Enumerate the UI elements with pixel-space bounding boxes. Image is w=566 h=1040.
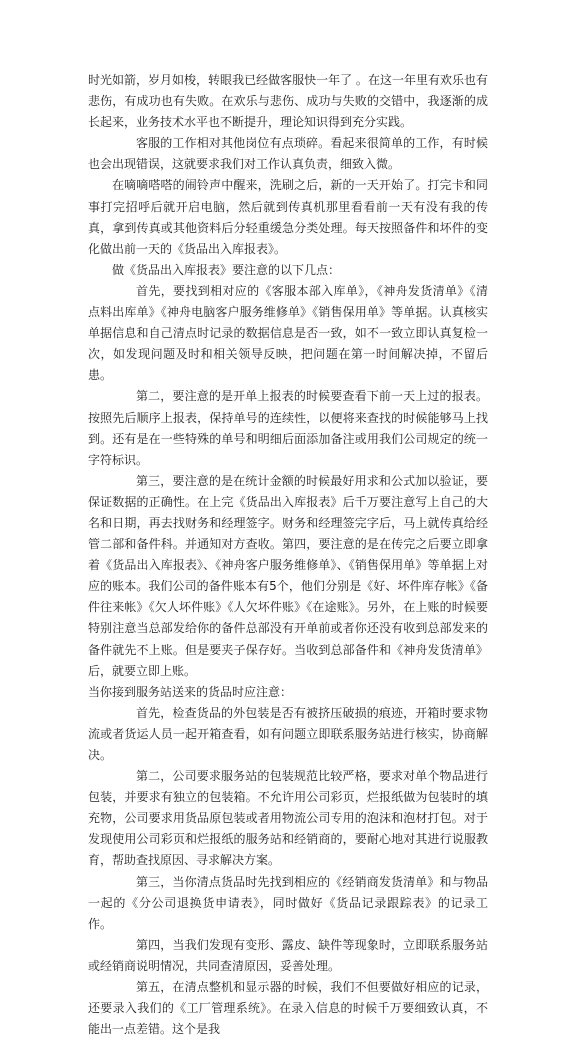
paragraph-receiving-third: 第三，当你清点货品时先找到相应的《经销商发货清单》和与物品一起的《分公司退换货申请表》，同时做好《货品记录跟踪表》的记录工作。 — [88, 874, 488, 931]
paragraph-receiving-heading: 当你接到服务站送来的货品时应注意： — [88, 684, 293, 699]
paragraph-point-third: 第三，要注意的是在统计金额的时候最好用求和公式加以验证，要保证数据的正确性。在上完《货品出入库报表》后千万要注意写上自己的大名和日期，再去找财务和经理签字。财务和经理签完字后，马上就传真给经管二部和备件科。并通知对方查收。第四，要注意的是在传完之后要立即拿着《货品出入库报表》、《神舟客户服务维修单》、《销售保用单》等单据上对应的账本。我们公司的备件账本有5个，他们分别是《好、坏件库存帐》《备件往来帐》《欠人坏件账》《人欠坏件账》《在途账》。另外，在上账的时候要特别注意当总部发给你的备件总部没有开单前或者你还没有收到总部发来的备件就先不上账。但是要夹子保存好。当收到总部备件和《神舟发货清单》后，就要立即上账。 — [88, 473, 488, 678]
paragraph-receiving-first: 首先，检查货品的外包装是否有被挤压破损的痕迹，开箱时要求物流或者货运人员一起开箱查看，如有问题立即联系服务站进行核实，协商解决。 — [88, 705, 488, 762]
paragraph-receiving-second: 第二，公司要求服务站的包装规范比较严格，要求对单个物品进行包装，并要求有独立的包装箱。不允许用公司彩页，烂报纸做为包装时的填充物，公司要求用货品原包装或者用物流公司专用的泡沫和泡材打包。对于发现使用公司彩页和烂报纸的服务站和经销商的，要耐心地对其进行说服教育，帮助查找原因、寻求解决方案。 — [88, 769, 488, 868]
paragraph-receiving-fourth: 第四，当我们发现有变形、露皮、缺件等现象时，立即联系服务站或经销商说明情况，共同查清原因，妥善处理。 — [88, 937, 488, 973]
document-body — [88, 70, 488, 1040]
paragraph-daily-routine: 在嘀嘀嗒嗒的闹铃声中醒来，洗刷之后，新的一天开始了。打完卡和同事打完招呼后就开启电脑，然后就到传真机那里看看前一天有没有我的传真，拿到传真或其他资料后分轻重缓急分类处理。每天按照备件和坏件的变化做出前一天的《货品出入库报表》。 — [88, 178, 488, 256]
paragraph-point-second: 第二，要注意的是开单上报表的时候要查看下前一天上过的报表。按照先后顺序上报表，保持单号的连续性，以便将来查找的时候能够马上找到。还有是在一些特殊的单号和明细后面添加备注或用我们公司规定的统一字符标识。 — [88, 389, 488, 467]
paragraph-intro: 时光如箭，岁月如梭，转眼我已经做客服快一年了 。在这一年里有欢乐也有悲伤，有成功也有失败。在欢乐与悲伤、成功与失败的交错中，我逐渐的成长起来，业务技术水平也不断提升，理论知识得到充分实践。 — [88, 73, 488, 130]
paragraph-work-nature: 客服的工作相对其他岗位有点琐碎。看起来很简单的工作，有时候也会出现错误，这就要求我们对工作认真负责，细致入微。 — [88, 136, 488, 172]
paragraph-report-points-heading: 做《货品出入库报表》要注意的以下几点： — [112, 262, 341, 277]
paragraph-point-first: 首先，要找到相对应的《客服本部入库单》，《神舟发货清单》《清点料出库单》《神舟电脑客户服务维修单》《销售保用单》等单据。认真核实单据信息和自己清点时记录的数据信息是否一致，如不一致立即认真复检一次，如发现问题及时和相关领导反映，把问题在第一时间解决掉，不留后患。 — [88, 283, 488, 383]
paragraph-receiving-fifth: 第五，在清点整机和显示器的时候，我们不但要做好相应的记录，还要录入我们的《工厂管理系统》。在录入信息的时候千万要细致认真，不能出一点差错。这个是我 — [88, 980, 488, 1037]
